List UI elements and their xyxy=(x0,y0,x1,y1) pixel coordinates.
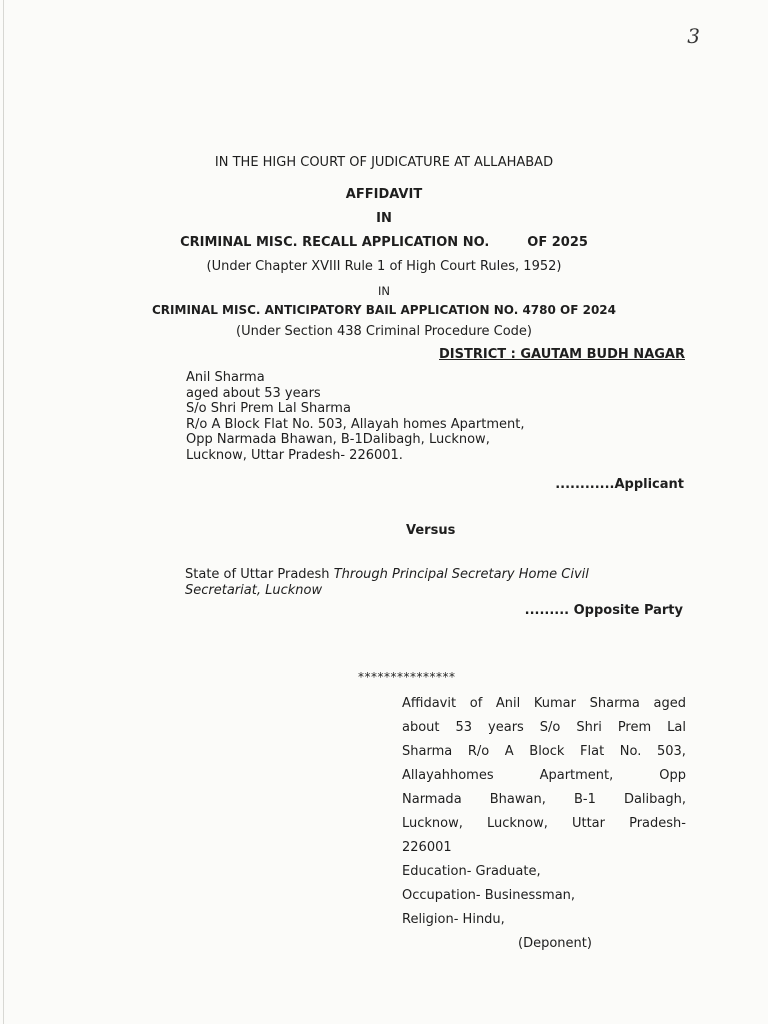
word: B-1 xyxy=(573,792,596,807)
deponent-line xyxy=(402,692,686,716)
deponent-line xyxy=(402,740,686,764)
word: Kumar xyxy=(533,696,576,711)
in-label-1: IN xyxy=(376,211,392,226)
versus-label: Versus xyxy=(406,523,456,538)
word: Sharma xyxy=(589,696,640,711)
opposite-party-address xyxy=(185,567,589,598)
court-name: IN THE HIGH COURT OF JUDICATURE AT ALLAHABAD xyxy=(214,155,554,170)
word: Flat xyxy=(580,744,605,759)
document-title: AFFIDAVIT xyxy=(345,187,423,202)
word: Affidavit xyxy=(402,696,457,711)
word: Lucknow, xyxy=(486,816,548,831)
deponent-religion: Religion- Hindu, xyxy=(402,912,505,927)
word: Sharma xyxy=(402,744,453,759)
deponent-line xyxy=(402,764,686,788)
word: Shri xyxy=(576,720,602,735)
word: S/o xyxy=(539,720,561,735)
applicant-label: ............Applicant xyxy=(555,477,684,492)
word: Bhawan, xyxy=(489,792,546,807)
applicant-line: Anil Sharma xyxy=(186,370,265,385)
word: Opp xyxy=(659,768,686,783)
recall-application-prefix: CRIMINAL MISC. RECALL APPLICATION NO. xyxy=(180,235,490,250)
opposite-party-label: ......... Opposite Party xyxy=(524,603,683,618)
word: Pradesh- xyxy=(629,816,686,831)
separator-stars: *************** xyxy=(358,670,456,684)
deponent-line xyxy=(402,716,686,740)
word: R/o xyxy=(467,744,490,759)
applicant-address xyxy=(186,370,524,463)
recall-rule: (Under Chapter XVIII Rule 1 of High Court Rules, 1952) xyxy=(206,259,562,274)
opposite-party-through: Through Principal Secretary Home Civil xyxy=(333,567,589,582)
word: Prem xyxy=(617,720,652,735)
deponent-line xyxy=(402,788,686,812)
word: about xyxy=(402,720,440,735)
word: years xyxy=(488,720,524,735)
deponent-pin: 226001 xyxy=(402,840,452,855)
word: Lal xyxy=(667,720,686,735)
recall-application-suffix: OF 2025 xyxy=(527,235,588,250)
opposite-party-secretariat: Secretariat, Lucknow xyxy=(185,582,323,598)
deponent-education: Education- Graduate, xyxy=(402,864,541,879)
word: Anil xyxy=(495,696,521,711)
applicant-line: Opp Narmada Bhawan, B-1Dalibagh, Lucknow, xyxy=(186,432,490,447)
deponent-details xyxy=(402,692,686,956)
word: 53 xyxy=(455,720,473,735)
applicant-line: Lucknow, Uttar Pradesh- 226001. xyxy=(186,447,403,463)
deponent-line xyxy=(402,812,686,836)
word: aged xyxy=(653,696,686,711)
deponent-occupation: Occupation- Businessman, xyxy=(402,888,576,903)
applicant-line: aged about 53 years xyxy=(186,385,321,401)
bail-rule: (Under Section 438 Criminal Procedure Code) xyxy=(236,324,532,339)
word: Dalibagh, xyxy=(623,792,686,807)
word: of xyxy=(469,696,483,711)
scan-edge-line xyxy=(3,0,4,1024)
word: A xyxy=(504,744,514,759)
deponent-label: (Deponent) xyxy=(518,936,592,951)
applicant-line: R/o A Block Flat No. 503, Allayah homes Apartment, xyxy=(186,416,525,432)
word: Allayahhomes xyxy=(402,768,494,783)
applicant-line: S/o Shri Prem Lal Sharma xyxy=(186,401,351,416)
in-label-2: IN xyxy=(378,284,390,298)
word: Apartment, xyxy=(539,768,614,783)
word: Lucknow, xyxy=(402,816,463,831)
recall-application-line xyxy=(0,235,768,250)
word: Narmada xyxy=(402,792,462,807)
bail-application: CRIMINAL MISC. ANTICIPATORY BAIL APPLICATION NO. 4780 OF 2024 xyxy=(151,303,616,317)
district: DISTRICT : GAUTAM BUDH NAGAR xyxy=(439,347,685,362)
opposite-party-name: State of Uttar Pradesh xyxy=(185,567,330,582)
word: Uttar xyxy=(571,816,605,831)
word: Block xyxy=(529,744,565,759)
page-number: 3 xyxy=(687,24,700,48)
word: No. xyxy=(619,744,642,759)
word: 503, xyxy=(656,744,686,759)
